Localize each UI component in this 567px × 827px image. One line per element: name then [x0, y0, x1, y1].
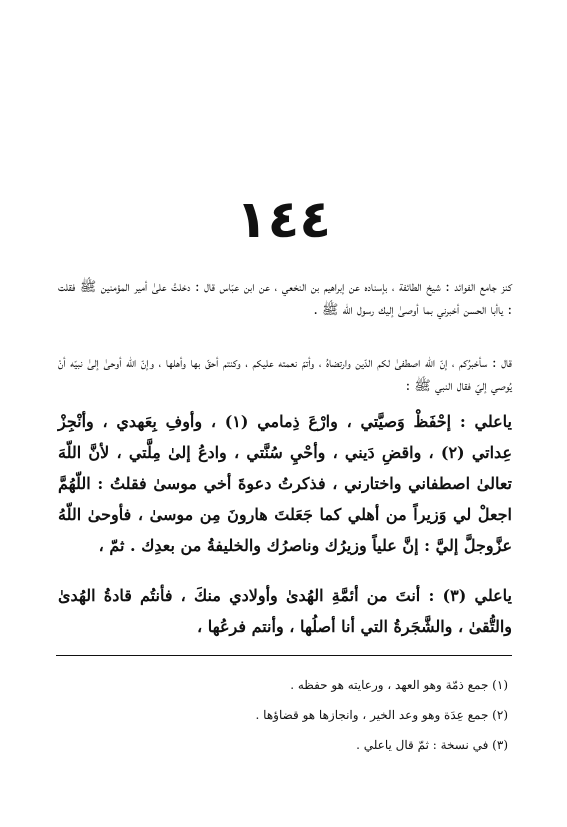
intro-paragraph: كنز جامع الفوائد : شيخ الطائفة ، بإسناده عن إبراهيم بن النخعي ، عن ابن عبّاس قال : دخلتُ علىٰ أمير المؤمنين ﷺ فقلت : ياأبا الحسن أخبرني بما أوصىٰ إليك رسول الله ﷺ . [58, 279, 512, 318]
hadith-number: ١٤٤ [235, 190, 332, 250]
prophet-saying-paragraph: ياعلي : إحْفَظْ وَصيَّتي ، وارْعَ ذِمامي (١) ، وأوفِ بِعَهدي ، وأنْجِزْ عِداتي (٢) ، واقضِ دَيني ، وأحْيِ سُنَّتي ، وادعُ إلىٰ مِلَّتي ، لأنَّ اللّهَ تعالىٰ اصطفاني واختارني ، فذكرتُ دعوةَ أخي موسىٰ فقلتُ : اللّهُمَّ اجعلْ لي وَزيراً من أهلي كما جَعَلتَ هارونَ مِن موسىٰ ، فأوحىٰ اللّهُ عزَّوجلَّ إليَّ : إنَّ علياً وزيرُك وناصرُك والخليفةُ من بعدِك . ثمّ ، [58, 412, 513, 555]
narration-paragraph: قال : سأخبرُكم ، إنّ الله اصطفىٰ لكم الدّين وارتضاهُ ، وأتمّ نعمته عليكم ، وكنتم أحقّ بها وأهلها ، وإنّ الله أوحىٰ إلىٰ نبيّه أنْ يُوصي إليّ فقال النبي ﷺ : [58, 355, 512, 394]
footnote-divider [56, 655, 512, 656]
footnote-3: (٣) في نسخة : ثمّ قال ياعلي . [356, 738, 508, 752]
prophet-saying-continued-paragraph: ياعلي (٣) : أنتَ من أئمَّةِ الهُدىٰ وأولادي منكَ ، فأنتُم قادةُ الهُدىٰ والتُّقىٰ ، والشَّجَرةُ التي أنا أصلُها ، وأنتم فرعُها ، [58, 586, 512, 636]
footnote-2: (٢) جمع عِدَة وهو وعد الخير ، وانجازها هو قضاؤها . [255, 708, 508, 722]
footnote-1: (١) جمع ذمّة وهو العهد ، ورعايته هو حفظه . [290, 678, 508, 692]
